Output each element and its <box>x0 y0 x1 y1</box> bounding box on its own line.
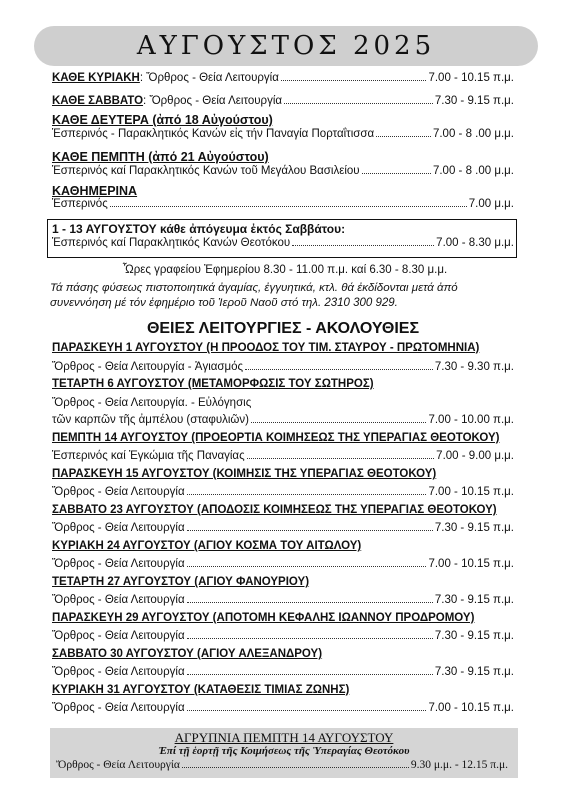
weekly-row-saturday: ΚΑΘΕ ΣΑΒΒΑΤΟ: Ὄρθρος - Θεία Λειτουργία 7.30 - 9.15 π.μ. <box>52 95 514 107</box>
dot-leader <box>187 674 433 675</box>
service-row <box>52 414 514 426</box>
dot-leader <box>284 103 433 104</box>
vigil-row <box>56 759 508 771</box>
service-time: 7.30 - 9.30 π.μ. <box>434 361 514 373</box>
service-row <box>52 361 514 373</box>
dot-leader <box>362 173 431 174</box>
service-heading: ΠΑΡΑΣΚΕΥΗ 29 ΑΥΓΟΥΣΤΟΥ (ΑΠΟΤΟΜΗ ΚΕΦΑΛΗΣ ΙΩΑΝΝΟΥ ΠΡΟΔΡΟΜΟΥ) <box>52 612 475 624</box>
service-text: Ὄρθρος - Θεία Λειτουργία <box>52 594 185 606</box>
dot-leader <box>251 422 426 423</box>
service-heading: ΚΥΡΙΑΚΗ 31 ΑΥΓΟΥΣΤΟΥ (ΚΑΤΑΘΕΣΙΣ ΤΙΜΙΑΣ ΖΩΝΗΣ) <box>52 684 350 696</box>
service-time: 7.00 - 10.15 π.μ. <box>428 558 514 570</box>
page-title: ΑΥΓΟΥΣΤΟΣ 2025 <box>136 31 436 61</box>
service-time: 7.30 - 9.15 π.μ. <box>434 594 514 606</box>
certificates-note: Τά πάσης φύσεως πιστοποιητικά ἀγαμίας, ἐγγυητικά, κτλ. θά ἐκδίδονται μετά ἀπό συνεννόηση μέ τόν ἐφημέριο τοῦ Ἱεροῦ Ναοῦ στό τηλ. 2310 300 929. <box>50 282 458 309</box>
block-heading-monday: ΚΑΘΕ ΔΕΥΤΕΡΑ (ἀπό 18 Αὐγούστου) <box>52 113 273 127</box>
vigil-time: 9.30 μ.μ. - 12.15 π.μ. <box>410 759 508 771</box>
service-time: 7.00 - 10.00 π.μ. <box>428 414 514 426</box>
weekly-text: Ὄρθρος - Θεία Λειτουργία <box>149 95 283 107</box>
service-heading: ΚΥΡΙΑΚΗ 24 ΑΥΓΟΥΣΤΟΥ (ΑΓΙΟΥ ΚΟΣΜΑ ΤΟΥ ΑΙΤΩΛΟΥ) <box>52 540 362 552</box>
service-heading: ΠΑΡΑΣΚΕΥΗ 15 ΑΥΓΟΥΣΤΟΥ (ΚΟΙΜΗΣΙΣ ΤΗΣ ΥΠΕΡΑΓΙΑΣ ΘΕΟΤΟΚΟΥ) <box>52 468 437 480</box>
service-row <box>52 450 514 462</box>
section-title: ΘΕΙΕΣ ΛΕΙΤΟΥΡΓΙΕΣ - ΑΚΟΛΟΥΘΙΕΣ <box>146 320 420 337</box>
boxed-heading: 1 - 13 ΑΥΓΟΥΣΤΟΥ κάθε ἀπόγευμα ἐκτός Σαββάτου: <box>52 222 346 236</box>
weekly-text: Ὄρθρος - Θεία Λειτουργία <box>146 72 279 84</box>
vigil-title: ΑΓΡΥΠΝΙΑ ΠΕΜΠΤΗ 14 ΑΥΓΟΥΣΤΟΥ <box>174 730 394 745</box>
dot-leader <box>187 710 427 711</box>
block-row-daily <box>52 198 514 210</box>
dot-leader <box>292 245 434 246</box>
block-text: Ἑσπερινός - Παρακλητικός Κανών εἰς τήν Παναγία Πορταΐτισσα <box>52 128 375 140</box>
service-heading: ΣΑΒΒΑΤΟ 23 ΑΥΓΟΥΣΤΟΥ (ΑΠΟΔΟΣΙΣ ΚΟΙΜΗΣΕΩΣ ΤΗΣ ΥΠΕΡΑΓΙΑΣ ΘΕΟΤΟΚΟΥ) <box>52 504 497 516</box>
vigil-footer <box>50 728 518 778</box>
block-time: 7.00 - 8 .00 μ.μ. <box>432 165 514 177</box>
dot-leader <box>187 566 427 567</box>
service-time: 7.00 - 9.00 μ.μ. <box>436 450 514 462</box>
service-text: Ὄρθρος - Θεία Λειτουργία <box>52 522 185 534</box>
service-row <box>52 522 514 534</box>
dot-leader <box>245 369 433 370</box>
service-heading: ΣΑΒΒΑΤΟ 30 ΑΥΓΟΥΣΤΟΥ (ΑΓΙΟΥ ΑΛΕΞΑΝΔΡΟΥ) <box>52 648 323 660</box>
weekly-row-sunday: ΚΑΘΕ ΚΥΡΙΑΚΗ: Ὄρθρος - Θεία Λειτουργία 7.00 - 10.15 π.μ. <box>52 72 514 84</box>
weekly-day: ΚΑΘΕ ΣΑΒΒΑΤΟ <box>52 95 144 107</box>
block-text: Ἑσπερινός καί Παρακλητικός Κανών τοῦ Μεγάλου Βασιλείου <box>52 165 360 177</box>
service-text: Ἑσπερινός καί Ἐγκώμια τῆς Παναγίας <box>52 450 245 462</box>
service-row <box>52 666 514 678</box>
service-row <box>52 594 514 606</box>
service-text: Ὄρθρος - Θεία Λειτουργία <box>52 702 185 714</box>
service-row <box>52 486 514 498</box>
office-hours: Ὧρες γραφείου Ἐφημερίου 8.30 - 11.00 π.μ. καί 6.30 - 8.30 μ.μ. <box>122 264 448 276</box>
service-row <box>52 702 514 714</box>
service-heading: ΤΕΤΑΡΤΗ 27 ΑΥΓΟΥΣΤΟΥ (ΑΓΙΟΥ ΦΑΝΟΥΡΙΟΥ) <box>52 576 310 588</box>
weekly-day: ΚΑΘΕ ΚΥΡΙΑΚΗ <box>52 72 140 84</box>
weekly-time: 7.30 - 9.15 π.μ. <box>434 95 514 107</box>
dot-leader <box>187 494 427 495</box>
service-heading: ΤΕΤΑΡΤΗ 6 ΑΥΓΟΥΣΤΟΥ (ΜΕΤΑΜΟΡΦΩΣΙΣ ΤΟΥ ΣΩΤΗΡΟΣ) <box>52 378 374 390</box>
dot-leader <box>281 80 427 81</box>
service-time: 7.30 - 9.15 π.μ. <box>434 630 514 642</box>
service-heading: ΠΕΜΠΤΗ 14 ΑΥΓΟΥΣΤΟΥ (ΠΡΟΕΟΡΤΙΑ ΚΟΙΜΗΣΕΩΣ ΤΗΣ ΥΠΕΡΑΓΙΑΣ ΘΕΟΤΟΚΟΥ) <box>52 432 500 444</box>
service-text: Ὄρθρος - Θεία Λειτουργία - Ἁγιασμός <box>52 361 244 373</box>
block-row-thursday <box>52 165 514 177</box>
service-time: 7.30 - 9.15 π.μ. <box>434 522 514 534</box>
service-row <box>52 558 514 570</box>
service-text: Ὄρθρος - Θεία Λειτουργία <box>52 666 185 678</box>
service-text: Ὄρθρος - Θεία Λειτουργία <box>52 558 185 570</box>
dot-leader <box>376 136 431 137</box>
boxed-time: 7.00 - 8.30 μ.μ. <box>436 237 514 249</box>
dot-leader <box>187 530 433 531</box>
service-time: 7.00 - 10.15 π.μ. <box>428 702 514 714</box>
weekly-time: 7.00 - 10.15 π.μ. <box>428 72 514 84</box>
service-text: τῶν καρπῶν τῆς ἀμπέλου (σταφυλιῶν) <box>52 414 249 426</box>
service-heading: ΠΑΡΑΣΚΕΥΗ 1 ΑΥΓΟΥΣΤΟΥ (Η ΠΡΟΟΔΟΣ ΤΟΥ ΤΙΜ. ΣΤΑΥΡΟΥ - ΠΡΩΤΟΜΗΝΙΑ) <box>52 342 480 354</box>
vigil-text: Ὄρθρος - Θεία Λειτουργία <box>56 759 180 771</box>
block-time: 7.00 - 8 .00 μ.μ. <box>432 128 514 140</box>
vigil-subtitle: Ἐπί τῇ ἑορτῇ τῆς Κοιμήσεως τῆς Ὑπεραγίας Θεοτόκου <box>158 745 410 757</box>
service-text-pre: Ὄρθρος - Θεία Λειτουργία. - Εὐλόγησις <box>52 397 252 409</box>
service-time: 7.30 - 9.15 π.μ. <box>434 666 514 678</box>
block-time: 7.00 μ.μ. <box>468 198 514 210</box>
block-row-monday <box>52 128 514 140</box>
block-text: Ἑσπερινός <box>52 198 108 210</box>
dot-leader <box>182 767 409 768</box>
block-heading-thursday: ΚΑΘΕ ΠΕΜΠΤΗ (ἀπό 21 Αὐγούστου) <box>52 150 269 164</box>
dot-leader <box>110 206 467 207</box>
service-text: Ὄρθρος - Θεία Λειτουργία <box>52 486 185 498</box>
block-heading-daily: ΚΑΘΗΜΕΡΙΝΑ <box>52 184 138 198</box>
dot-leader <box>187 602 433 603</box>
boxed-text: Ἑσπερινός καί Παρακλητικός Κανών Θεοτόκου <box>52 237 291 249</box>
service-text: Ὄρθρος - Θεία Λειτουργία <box>52 630 185 642</box>
service-row <box>52 630 514 642</box>
dot-leader <box>187 638 433 639</box>
boxed-row <box>52 237 514 249</box>
service-time: 7.00 - 10.15 π.μ. <box>428 486 514 498</box>
page-title-banner <box>34 26 538 66</box>
dot-leader <box>247 458 435 459</box>
